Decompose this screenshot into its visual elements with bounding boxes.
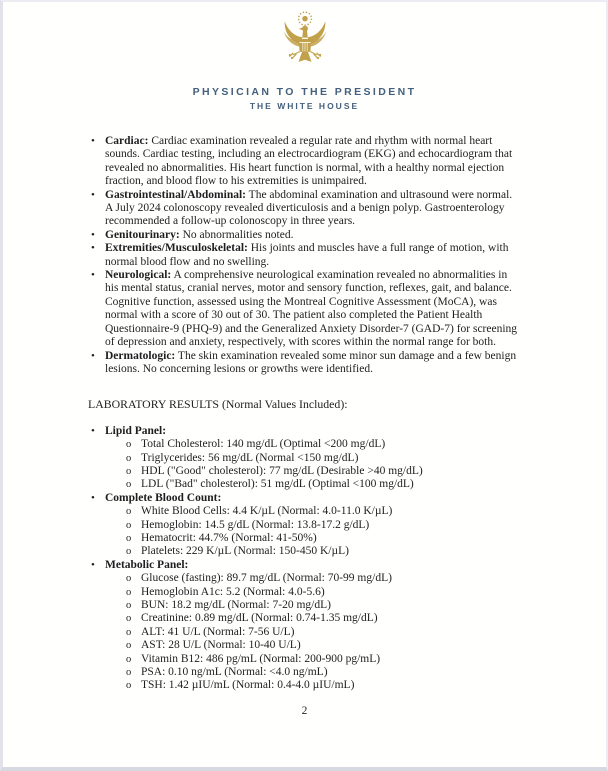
panel-label: Lipid Panel:	[105, 424, 167, 437]
lab-value-item	[88, 666, 522, 679]
circle-bullet-icon: o	[126, 626, 132, 638]
bullet-icon: •	[91, 491, 95, 504]
lab-value-text: Triglycerides: 56 mg/dL (Normal <150 mg/dL)	[141, 451, 359, 464]
finding-label: Cardiac:	[105, 135, 149, 147]
panel-label: Metabolic Panel:	[105, 558, 189, 571]
lab-value-item	[88, 572, 522, 585]
bullet-icon: •	[91, 242, 95, 255]
lab-value-item	[88, 545, 522, 558]
circle-bullet-icon: o	[126, 479, 132, 491]
bullet-icon: •	[91, 269, 95, 282]
finding-text: The abdominal examination and ultrasound were normal. A July 2024 colonoscopy revealed diverticulosis and a benign polyp. Gastroenterology recommended a follow-up colonoscopy in three years.	[105, 188, 513, 228]
bullet-icon: •	[91, 135, 95, 147]
lab-value-item	[88, 465, 522, 478]
lab-value-item	[88, 586, 522, 599]
lab-value-item	[88, 478, 522, 491]
exam-finding-item	[88, 135, 522, 189]
lab-panels-list	[88, 425, 522, 693]
circle-bullet-icon: o	[126, 573, 132, 585]
finding-text: No abnormalities noted.	[182, 228, 294, 241]
lab-value-text: Creatinine: 0.89 mg/dL (Normal: 0.74-1.35 mg/dL)	[141, 612, 378, 625]
circle-bullet-icon: o	[126, 439, 132, 451]
lab-panel-item	[88, 492, 522, 505]
lab-value-text: Total Cholesterol: 140 mg/dL (Optimal <200 mg/dL)	[141, 438, 386, 451]
exam-finding-item	[88, 269, 522, 349]
finding-label: Dermatologic:	[105, 349, 176, 362]
finding-text: His joints and muscles have a full range of motion, with normal blood flow and no swelling.	[105, 242, 509, 268]
exam-finding-item	[88, 189, 522, 229]
finding-label: Genitourinary:	[105, 228, 180, 241]
lab-value-text: Glucose (fasting): 89.7 mg/dL (Normal: 70-99 mg/dL)	[141, 572, 392, 585]
lab-value-item	[88, 626, 522, 639]
exam-finding-item	[88, 229, 522, 242]
bullet-icon: •	[91, 424, 95, 437]
lab-value-text: White Blood Cells: 4.4 K/µL (Normal: 4.0-11.0 K/µL)	[141, 505, 393, 518]
finding-text: A comprehensive neurological examination revealed no abnormalities in his mental status, cranial nerves, motor and sensory function, reflexes, gait, and balance. Cognitive function, assessed using the Montreal Cognitive Assessment (MoCA), was normal with a score of 30 out of 30. The patient also completed the Patient Health Questionnaire-9 (PHQ-9) and the Generalized Anxiety Disorder-7 (GAD-7) for screening of depression and anxiety, respectively, with scores within the normal range for both.	[105, 269, 518, 349]
circle-bullet-icon: o	[126, 586, 132, 598]
circle-bullet-icon: o	[126, 680, 132, 692]
lab-value-text: PSA: 0.10 ng/mL (Normal: <4.0 ng/mL)	[141, 666, 328, 679]
circle-bullet-icon: o	[126, 600, 132, 611]
circle-bullet-icon: o	[126, 506, 132, 518]
lab-value-text: TSH: 1.42 µIU/mL (Normal: 0.4-4.0 µIU/mL)	[141, 679, 355, 692]
finding-text: Cardiac examination revealed a regular rate and rhythm with normal heart sounds. Cardiac testing, including an electrocardiogram (EKG) and echocardiogram that revealed no abnormalities. His heart function is normal, with a healthy normal ejection fraction, and blood flow to his extremities is unimpaired.	[105, 135, 513, 188]
lab-value-text: Hemoglobin: 14.5 g/dL (Normal: 13.8-17.2 g/dL)	[141, 518, 370, 531]
exam-finding-item	[88, 350, 522, 377]
circle-bullet-icon: o	[126, 653, 132, 665]
lab-value-item	[88, 452, 522, 465]
panel-label: Complete Blood Count:	[105, 491, 222, 504]
lab-value-item	[88, 639, 522, 652]
lab-panel-item	[88, 425, 522, 438]
circle-bullet-icon: o	[126, 613, 132, 625]
lab-value-text: Vitamin B12: 486 pg/mL (Normal: 200-900 pg/mL)	[141, 652, 381, 665]
finding-label: Neurological:	[105, 269, 172, 282]
letterhead-title: PHYSICIAN TO THE PRESIDENT	[192, 86, 417, 98]
page-number: 2	[301, 705, 308, 717]
lab-value-text: Hemoglobin A1c: 5.2 (Normal: 4.0-5.6)	[141, 585, 325, 598]
great-seal-eagle-icon	[278, 10, 332, 74]
lab-results-heading: LABORATORY RESULTS (Normal Values Included):	[88, 397, 348, 412]
finding-label: Extremities/Musculoskeletal:	[105, 242, 248, 255]
circle-bullet-icon: o	[126, 546, 132, 558]
lab-value-text: LDL ("Bad" cholesterol): 51 mg/dL (Optimal <100 mg/dL)	[141, 478, 414, 491]
finding-text: The skin examination revealed some minor sun damage and a few benign lesions. No concerning lesions or growths were identified.	[105, 349, 517, 375]
lab-value-item	[88, 679, 522, 692]
lab-value-item	[88, 505, 522, 518]
lab-value-text: AST: 28 U/L (Normal: 10-40 U/L)	[141, 639, 301, 652]
finding-label: Gastrointestinal/Abdominal:	[105, 188, 246, 201]
letterhead	[3, 2, 606, 111]
circle-bullet-icon: o	[126, 452, 132, 464]
letterhead-subtitle: THE WHITE HOUSE	[249, 101, 360, 111]
circle-bullet-icon: o	[126, 532, 132, 544]
exam-finding-item	[88, 242, 522, 269]
lab-value-item	[88, 653, 522, 666]
lab-value-text: HDL ("Good" cholesterol): 77 mg/dL (Desirable >40 mg/dL)	[141, 464, 423, 477]
lab-value-item	[88, 612, 522, 625]
bullet-icon: •	[91, 228, 95, 241]
lab-value-item	[88, 519, 522, 532]
lab-value-item	[88, 532, 522, 545]
circle-bullet-icon: o	[126, 519, 132, 531]
circle-bullet-icon: o	[126, 640, 132, 652]
circle-bullet-icon: o	[126, 667, 132, 679]
bullet-icon: •	[91, 349, 95, 362]
document-body	[3, 135, 606, 693]
lab-value-text: Hematocrit: 44.7% (Normal: 41-50%)	[141, 531, 317, 544]
circle-bullet-icon: o	[126, 465, 132, 477]
lab-value-text: Platelets: 229 K/µL (Normal: 150-450 K/µL)	[141, 545, 349, 558]
lab-value-item	[88, 438, 522, 451]
exam-findings-list	[88, 135, 522, 376]
lab-panel-item	[88, 559, 522, 572]
lab-value-text: ALT: 41 U/L (Normal: 7-56 U/L)	[141, 625, 295, 638]
bullet-icon: •	[91, 558, 95, 571]
lab-value-text: BUN: 18.2 mg/dL (Normal: 7-20 mg/dL)	[141, 599, 331, 611]
bullet-icon: •	[91, 188, 95, 201]
lab-value-item	[88, 599, 522, 612]
